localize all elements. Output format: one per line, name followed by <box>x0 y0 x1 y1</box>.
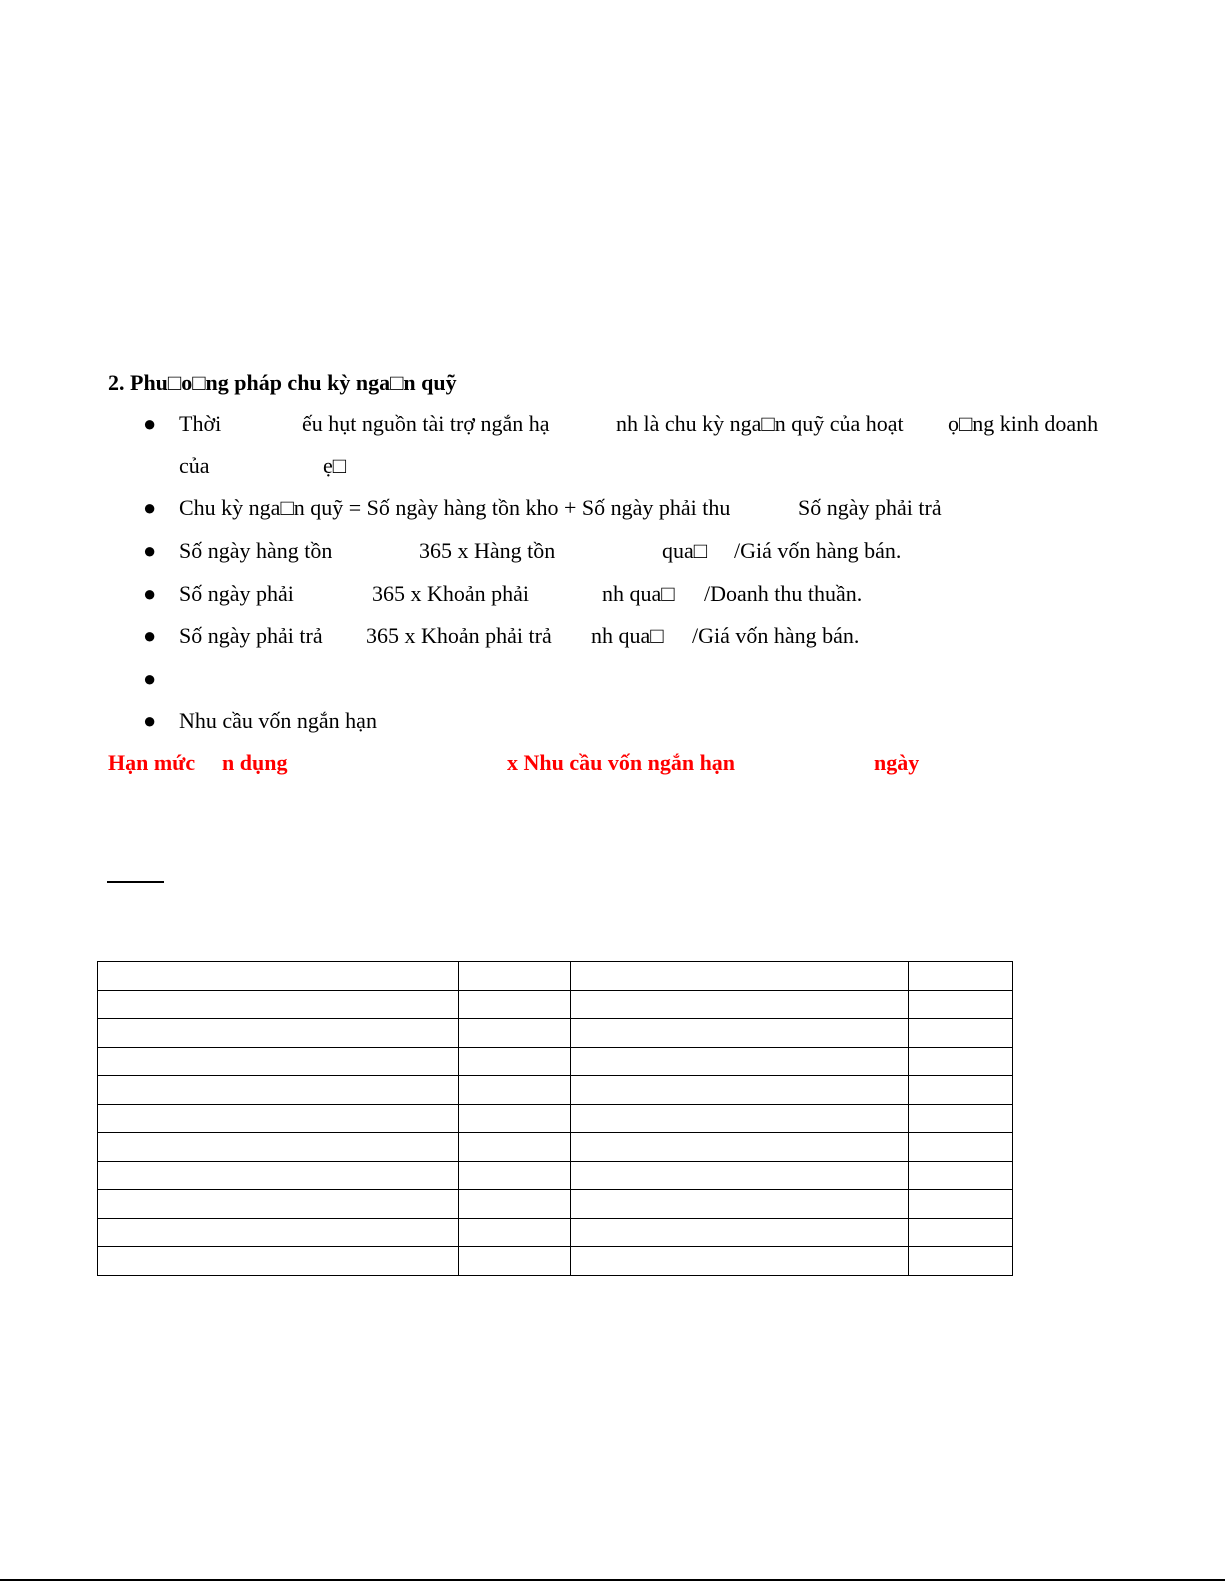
table-cell <box>571 1190 909 1219</box>
bullet-item <box>0 708 1225 738</box>
bullet-icon: ● <box>143 495 157 520</box>
bullet-text: /Giá vốn hàng bán. <box>734 538 902 563</box>
table-cell <box>459 1076 571 1105</box>
table-cell <box>909 1133 1013 1162</box>
table-cell <box>98 1133 459 1162</box>
bullet-text: 365 x Hàng tồn <box>419 538 556 563</box>
bullet-text: /Giá vốn hàng bán. <box>692 623 860 648</box>
table-cell <box>909 1190 1013 1219</box>
table-cell <box>98 1218 459 1247</box>
table-cell <box>571 1133 909 1162</box>
bullet-text: ẹ□ <box>323 453 347 478</box>
table-cell <box>571 1019 909 1048</box>
bullet-text: Số ngày phải trả <box>798 495 942 520</box>
table-cell <box>98 1161 459 1190</box>
bullet-icon: ● <box>143 708 157 733</box>
bullet-icon: ● <box>143 623 157 648</box>
bullet-item <box>0 495 1225 525</box>
table-cell <box>909 1218 1013 1247</box>
table-cell <box>571 962 909 991</box>
bullet-text: Thời <box>179 411 222 436</box>
formula-text: ngày <box>874 750 920 775</box>
table-cell <box>571 990 909 1019</box>
formula-text: n dụng <box>222 750 288 775</box>
bullet-continuation <box>0 453 1225 483</box>
table-cell <box>571 1247 909 1276</box>
table-cell <box>459 1133 571 1162</box>
table-cell <box>459 1104 571 1133</box>
table-cell <box>98 962 459 991</box>
table-row <box>98 1161 1013 1190</box>
section-heading: 2. Phu□o□ng pháp chu kỳ nga□n quỹ <box>108 370 457 395</box>
table-cell <box>459 1218 571 1247</box>
table-cell <box>98 990 459 1019</box>
bullet-icon: ● <box>143 666 157 691</box>
table-cell <box>459 1161 571 1190</box>
bullet-item <box>0 581 1225 611</box>
table-row <box>98 990 1013 1019</box>
table-row <box>98 1047 1013 1076</box>
table-cell <box>909 1161 1013 1190</box>
table-cell <box>459 962 571 991</box>
table-cell <box>571 1047 909 1076</box>
table-cell <box>459 990 571 1019</box>
table-cell <box>571 1104 909 1133</box>
data-table <box>97 961 1013 1276</box>
formula-text: x Nhu cầu vốn ngắn hạn <box>507 750 736 775</box>
table-row <box>98 1076 1013 1105</box>
table-cell <box>98 1047 459 1076</box>
table-row <box>98 1104 1013 1133</box>
table-cell <box>909 1019 1013 1048</box>
bullet-item <box>0 623 1225 653</box>
table-cell <box>98 1190 459 1219</box>
table-cell <box>909 1047 1013 1076</box>
bullet-text: Số ngày phải trả <box>179 623 323 648</box>
table-cell <box>459 1190 571 1219</box>
bullet-item <box>0 666 1225 696</box>
bullet-text: của <box>179 453 210 478</box>
table-row <box>98 1190 1013 1219</box>
table-row <box>98 1133 1013 1162</box>
table-cell <box>98 1076 459 1105</box>
table-cell <box>459 1247 571 1276</box>
table-cell <box>571 1161 909 1190</box>
bullet-text: qua□ <box>662 538 708 563</box>
table-cell <box>909 962 1013 991</box>
page-bottom-rule <box>0 1579 1225 1581</box>
table-cell <box>98 1247 459 1276</box>
bullet-text: ọ□ng kinh doanh <box>948 411 1099 436</box>
table-cell <box>909 1247 1013 1276</box>
bullet-text: Số ngày hàng tồn <box>179 538 333 563</box>
underline-rule <box>107 881 164 883</box>
table-cell <box>98 1019 459 1048</box>
bullet-text: ếu hụt nguồn tài trợ ngắn hạ <box>302 411 550 436</box>
bullet-text: 365 x Khoản phải <box>372 581 530 606</box>
bullet-text: 365 x Khoản phải trả <box>366 623 552 648</box>
bullet-text: Chu kỳ nga□n quỹ = Số ngày hàng tồn kho + Số ngày phải thu <box>179 495 731 520</box>
table-cell <box>98 1104 459 1133</box>
bullet-icon: ● <box>143 538 157 563</box>
table-row <box>98 1218 1013 1247</box>
bullet-text: Số ngày phải <box>179 581 294 606</box>
bullet-text: nh là chu kỳ nga□n quỹ của hoạt <box>616 411 904 436</box>
bullet-icon: ● <box>143 411 157 436</box>
bullet-item <box>0 538 1225 568</box>
table-cell <box>459 1047 571 1076</box>
table-cell <box>571 1076 909 1105</box>
bullet-text: Nhu cầu vốn ngắn hạn <box>179 708 377 733</box>
bullet-item <box>0 411 1225 441</box>
table-cell <box>909 1104 1013 1133</box>
table-cell <box>909 990 1013 1019</box>
formula-text: Hạn mức <box>108 750 196 775</box>
bullet-text: nh qua□ <box>591 623 664 648</box>
table-cell <box>909 1076 1013 1105</box>
credit-limit-formula <box>0 750 1225 780</box>
table-row <box>98 1247 1013 1276</box>
table-cell <box>571 1218 909 1247</box>
table-row <box>98 1019 1013 1048</box>
bullet-text: nh qua□ <box>602 581 675 606</box>
bullet-text: /Doanh thu thuần. <box>704 581 863 606</box>
table-cell <box>459 1019 571 1048</box>
table-row <box>98 962 1013 991</box>
bullet-icon: ● <box>143 581 157 606</box>
